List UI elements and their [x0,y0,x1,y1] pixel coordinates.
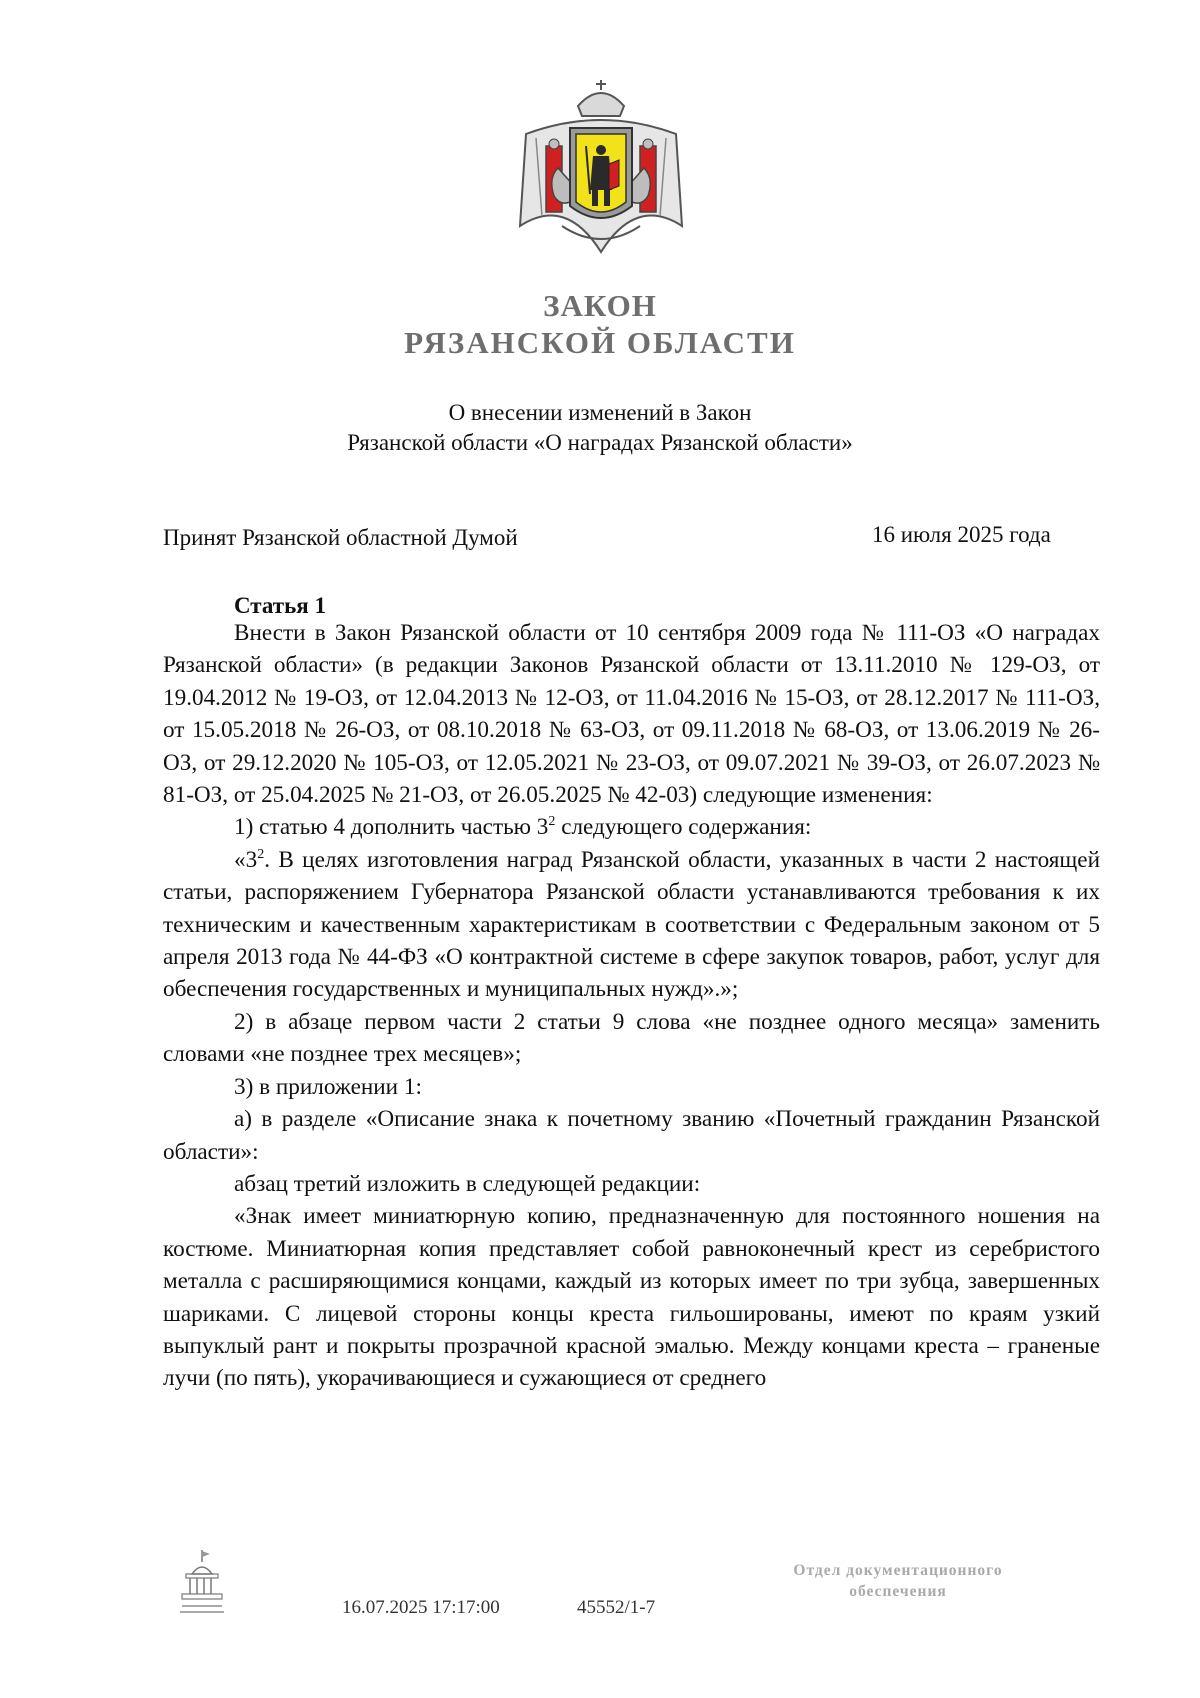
law-region: РЯЗАНСКОЙ ОБЛАСТИ [404,325,796,360]
item-3: 3) в приложении 1: [234,1073,422,1100]
stamp-line-1: Отдел документационного [793,1562,1003,1579]
quote-text: . В целях изготовления наград Рязанской области, указанных в части 2 настоящей статьи, распоряжением Губернатора Рязанской области устанавливаются требования к их техническим и качественным характеристикам в соответствии с Федеральным законом от 5 апреля 2013 года № 44-ФЗ «О контрактной системе в сфере закупок товаров, работ, услуг для обеспечения государственных и муниципальных нужд».»; [163,846,1100,1003]
item-2: 2) в абзаце первом части 2 статьи 9 слова «не позднее одного месяца» заменить словами «не позднее трех месяцев»; [163,1008,1100,1068]
item-3a: а) в разделе «Описание знака к почетному званию «Почетный гражданин Рязанской области»: [163,1106,1100,1165]
subject-line-1: О внесении изменений в Закон [448,400,752,425]
subject-line-2: Рязанской области «О наградах Рязанской области» [347,430,853,455]
department-stamp [738,1560,1058,1602]
item-1 [163,811,1100,843]
item-3a-instruction: абзац третий изложить в следующей редакции: [234,1170,701,1197]
coat-of-arms-icon [506,76,696,260]
item-1-quote [163,844,1100,1006]
law-title: ЗАКОН [543,288,657,323]
article-intro: Внести в Закон Рязанской области от 10 сентября 2009 года № 111-ОЗ «О наградах Рязанской области» (в редакции Законов Рязанской области от 13.11.2010 № 129-ОЗ, от 19.04.2012 № 19-ОЗ, от 12.04.2013 № 12-ОЗ, от 11.04.2016 № 15-ОЗ, от 28.12.2017 № 111-ОЗ, от 15.05.2018 № 26-ОЗ, от 08.10.2018 № 63-ОЗ, от 09.11.2018 № 68-ОЗ, от 13.06.2019 № 26-ОЗ, от 29.12.2020 № 105-ОЗ, от 12.05.2021 № 23-ОЗ, от 09.07.2021 № 39-ОЗ, от 26.07.2023 № 81-ОЗ, от 25.04.2025 № 21-ОЗ, от 26.05.2025 № 42-03) следующие изменения: [163,620,1100,809]
duma-building-icon [178,1548,226,1618]
law-subject [0,398,1200,458]
footer-doc-number: 45552/1-7 [577,1597,656,1618]
article-body [163,617,1100,1395]
item-1-text: 1) статью 4 дополнить частью 3 [234,814,549,841]
adoption-date: 16 июля 2025 года [872,522,1051,547]
item-1-tail: следующего содержания: [555,814,812,841]
quote-start: «3 [234,846,258,873]
item-1-superscript: 2 [548,814,556,830]
adoption-body: Принят Рязанской областной Думой [163,525,518,550]
article-heading: Статья 1 [234,593,326,618]
item-3a-quote: «Знак имеет миниатюрную копию, предназначенную для постоянного ношения на костюме. Миниатюрная копия представляет собой равноконечный крест из серебристого металла с расширяющимися концами, каждый из которых имеет по три зубца, завершенных шариками. С лицевой стороны концы креста гильошированы, имеют по краям узкий выпуклый рант и покрыты прозрачной красной эмалью. Между концами креста – граненые лучи (по пять), укорачивающиеся и сужающиеся от среднего [163,1203,1100,1392]
quote-superscript: 2 [257,846,265,862]
footer-timestamp: 16.07.2025 17:17:00 [342,1597,500,1618]
stamp-line-2: обеспечения [849,1583,947,1600]
